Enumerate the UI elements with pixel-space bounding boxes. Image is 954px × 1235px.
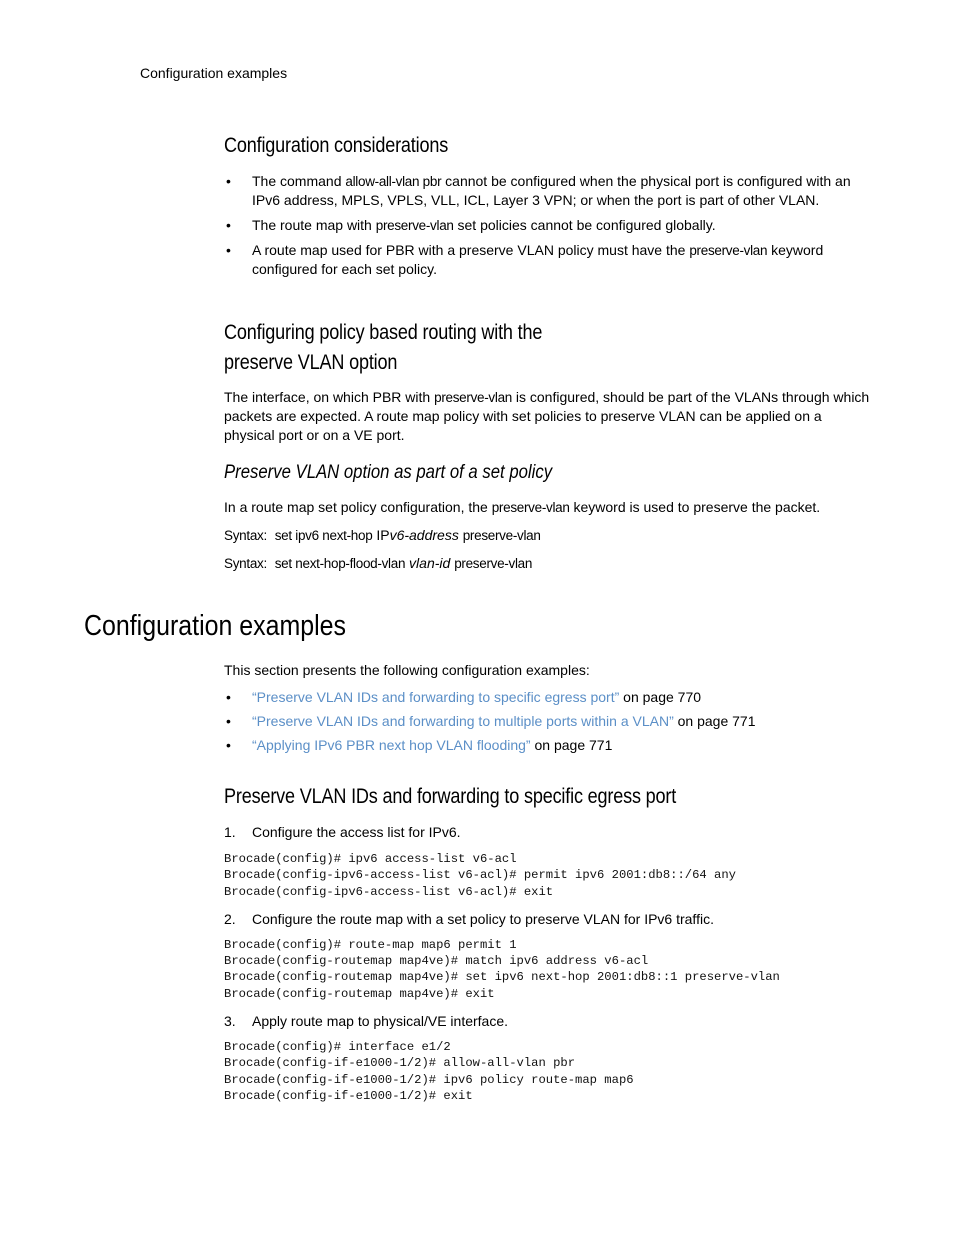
considerations-heading: Configuration considerations [224, 134, 449, 157]
paragraph-text: keyword is used to preserve the packet. [569, 499, 821, 515]
step-number: 3. [224, 1013, 236, 1030]
step-2 [224, 910, 914, 929]
list-item [224, 736, 874, 755]
examples-intro: This section presents the following configuration examples: [224, 662, 590, 678]
configuring-section [224, 318, 874, 445]
paragraph-text: is configured, should be part of the VLANs through which packets are expected. A route map policy with set policies to preserve VLAN can be applied on a physical port or on a VE port. [224, 389, 870, 443]
configuring-heading-line2: preserve VLAN option [224, 351, 398, 374]
list-item-text: set policies cannot be configured globally. [453, 217, 716, 233]
code-block-3: Brocade(config)# interface e1/2 Brocade(config-if-e1000-1/2)# allow-all-vlan pbr Brocade(config-if-e1000-1/2)# ipv6 policy route-map map6 Brocade(config-if-e1000-1/2)# exit [224, 1040, 634, 1103]
syntax-label: Syntax: [224, 556, 267, 571]
keyword: allow-all-vlan pbr [345, 174, 442, 189]
syntax-line-2 [224, 554, 874, 573]
keyword: preserve-vlan [434, 390, 512, 405]
step-text: Apply route map to physical/VE interface. [252, 1013, 509, 1030]
paragraph-text: The interface, on which PBR with [224, 389, 435, 405]
syntax-arg: IP [376, 527, 390, 543]
example-link-3[interactable]: “Applying IPv6 PBR next hop VLAN flooding” [252, 737, 531, 753]
syntax-arg-italic: vlan-id [409, 555, 451, 571]
syntax-arg-italic: v6-address [389, 527, 459, 543]
step-text: Configure the access list for IPv6. [252, 824, 461, 840]
code-block-2: Brocade(config)# route-map map6 permit 1 Brocade(config-routemap map4ve)# match ipv6 address v6-acl Brocade(config-routemap map4ve)# set ipv6 next-hop 2001:db8::1 preserve-vlan Brocade(config-routemap map4ve)# exit [224, 937, 780, 1001]
list-item [224, 172, 874, 210]
list-item-text: The route map with [252, 217, 376, 233]
syntax-label: Syntax: [224, 528, 267, 543]
list-item [224, 216, 874, 235]
list-item-text: keyword configured for each set policy. [252, 242, 824, 277]
egress-heading: Preserve VLAN IDs and forwarding to specific egress port [224, 785, 677, 808]
set-policy-paragraph [224, 498, 874, 517]
configuring-paragraph [224, 388, 874, 445]
step-1 [224, 823, 914, 842]
syntax-command: set next-hop-flood-vlan [274, 556, 406, 571]
chapter-heading: Configuration examples [84, 610, 347, 642]
egress-section [224, 782, 914, 1104]
list-item-text: cannot be configured when the physical port is configured with an IPv6 address, MPLS, VPLS, VLL, ICL, Layer 3 VPN; or when the port is part of other VLAN. [252, 173, 851, 208]
examples-list [224, 688, 874, 755]
paragraph-text: In a route map set policy configuration, the [224, 499, 492, 515]
code-block-1: Brocade(config)# ipv6 access-list v6-acl Brocade(config-ipv6-access-list v6-acl)# permit ipv6 2001:db8::/64 any Brocade(config-ipv6-access-list v6-acl)# exit [224, 852, 736, 899]
set-policy-heading: Preserve VLAN option as part of a set policy [224, 462, 553, 483]
considerations-list [224, 172, 874, 279]
syntax-line-1 [224, 526, 874, 545]
list-item-text: The command [252, 173, 346, 189]
considerations-section [224, 131, 874, 279]
keyword: preserve-vlan [689, 243, 768, 258]
examples-section [224, 661, 874, 755]
syntax-keyword: preserve-vlan [454, 556, 533, 571]
list-item [224, 241, 874, 279]
configuring-heading-line1: Configuring policy based routing with the [224, 321, 543, 344]
list-item-text: A route map used for PBR with a preserve VLAN policy must have the [252, 242, 690, 258]
keyword: preserve-vlan [491, 500, 570, 515]
list-item [224, 688, 874, 707]
step-number: 2. [224, 910, 236, 927]
running-header: Configuration examples [140, 65, 288, 81]
list-item [224, 712, 874, 731]
example-link-1[interactable]: “Preserve VLAN IDs and forwarding to specific egress port” [252, 689, 620, 705]
step-3 [224, 1012, 914, 1031]
page-ref: on page 770 [619, 689, 702, 705]
keyword: preserve-vlan [375, 218, 454, 233]
syntax-command: set ipv6 next-hop [274, 528, 373, 543]
page-ref: on page 771 [530, 737, 613, 753]
syntax-keyword: preserve-vlan [462, 528, 541, 543]
step-number: 1. [224, 824, 236, 840]
step-text: Configure the route map with a set policy to preserve VLAN for IPv6 traffic. [252, 910, 714, 927]
example-link-2[interactable]: “Preserve VLAN IDs and forwarding to multiple ports within a VLAN” [252, 713, 674, 729]
page-ref: on page 771 [673, 713, 756, 729]
set-policy-section [224, 462, 874, 573]
